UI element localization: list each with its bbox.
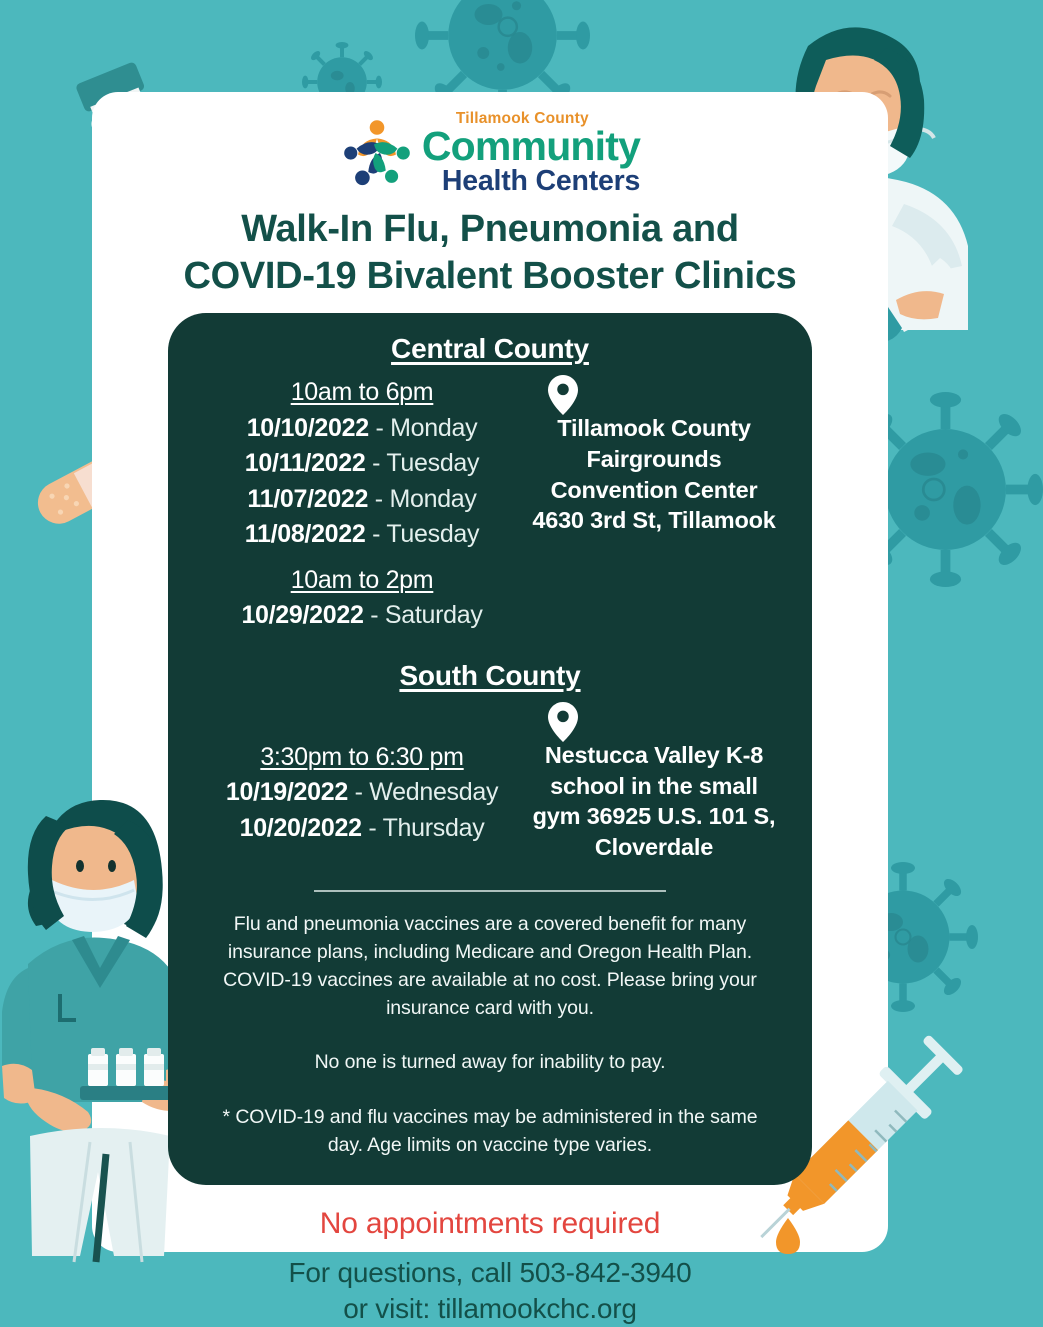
central-county-body <box>198 371 782 634</box>
title-line-1: Walk-In Flu, Pneumonia and <box>241 208 739 250</box>
location-address: Tillamook County Fairgrounds Convention Center 4630 3rd St, Tillamook <box>532 415 776 534</box>
contact-website-line: or visit: tillamookchc.org <box>343 1292 637 1324</box>
schedule-date: 10/19/2022 <box>225 778 348 807</box>
schedule-weekday: - Wednesday <box>347 778 499 807</box>
page-title <box>130 206 850 299</box>
section-heading-central-county: Central County <box>391 333 589 365</box>
south-county-schedule <box>198 698 526 847</box>
section-heading-south-county: South County <box>399 659 581 691</box>
schedule-date: 10/10/2022 <box>246 413 369 442</box>
schedule-date-row <box>198 446 526 482</box>
no-turn-away-note: No one is turned away for inability to pay. <box>314 1051 666 1074</box>
location-address: Nestucca Valley K-8 school in the small gym 36925 U.S. 101 S, Cloverdale <box>532 741 776 860</box>
schedule-date-row <box>198 811 526 847</box>
schedule-date: 10/29/2022 <box>241 601 364 630</box>
schedule-weekday: - Monday <box>368 413 478 442</box>
schedule-date-row <box>198 411 526 447</box>
section-divider <box>314 890 666 892</box>
central-county-location <box>526 371 782 535</box>
schedule-date-row <box>198 775 526 811</box>
schedule-time-label: 10am to 6pm <box>290 378 434 407</box>
central-county-schedule <box>198 371 526 634</box>
schedule-date: 11/08/2022 <box>244 520 366 549</box>
schedule-date: 10/20/2022 <box>239 813 362 842</box>
contact-phone-line: For questions, call 503-842-3940 <box>288 1256 692 1288</box>
same-day-note: * COVID-19 and flu vaccines may be administered in the same day. Age limits on vaccine type varies. <box>222 1105 758 1156</box>
clinic-schedule-panel <box>168 313 812 1184</box>
schedule-weekday: - Monday <box>368 484 477 513</box>
schedule-weekday: - Tuesday <box>365 449 480 478</box>
logo-county-text: Tillamook County <box>455 109 589 127</box>
south-county-body <box>198 698 782 862</box>
logo-community-text: Community <box>421 123 641 170</box>
schedule-weekday: - Tuesday <box>365 520 480 549</box>
logo-health-centers-text: Health Centers <box>441 164 641 197</box>
flyer-footer <box>289 1207 692 1327</box>
insurance-note: Flu and pneumonia vaccines are a covered benefit for many insurance plans, including Medicare and Oregon Health Plan. COVID-19 vaccines are available at no cost. Please bring your insurance card with you. <box>223 913 757 1020</box>
schedule-date-row <box>198 482 526 518</box>
contact-info <box>289 1255 692 1327</box>
schedule-date-row <box>198 598 526 634</box>
schedule-time-label: 3:30pm to 6:30 pm <box>260 742 464 771</box>
title-line-2: COVID-19 Bivalent Booster Clinics <box>183 254 797 297</box>
schedule-date: 10/11/2022 <box>244 449 366 478</box>
schedule-time-label: 10am to 2pm <box>290 565 434 594</box>
schedule-weekday: - Saturday <box>363 601 483 630</box>
flyer-content <box>92 92 888 1324</box>
map-pin-icon <box>548 702 578 742</box>
organization-logo <box>340 109 641 197</box>
schedule-date-row <box>198 517 526 553</box>
schedule-date: 11/07/2022 <box>247 484 369 513</box>
no-appointments-notice: No appointments required <box>319 1206 661 1240</box>
map-pin-icon <box>548 375 578 415</box>
south-county-location <box>526 698 782 862</box>
schedule-weekday: - Thursday <box>361 813 485 842</box>
community-people-logo-icon <box>340 118 414 188</box>
